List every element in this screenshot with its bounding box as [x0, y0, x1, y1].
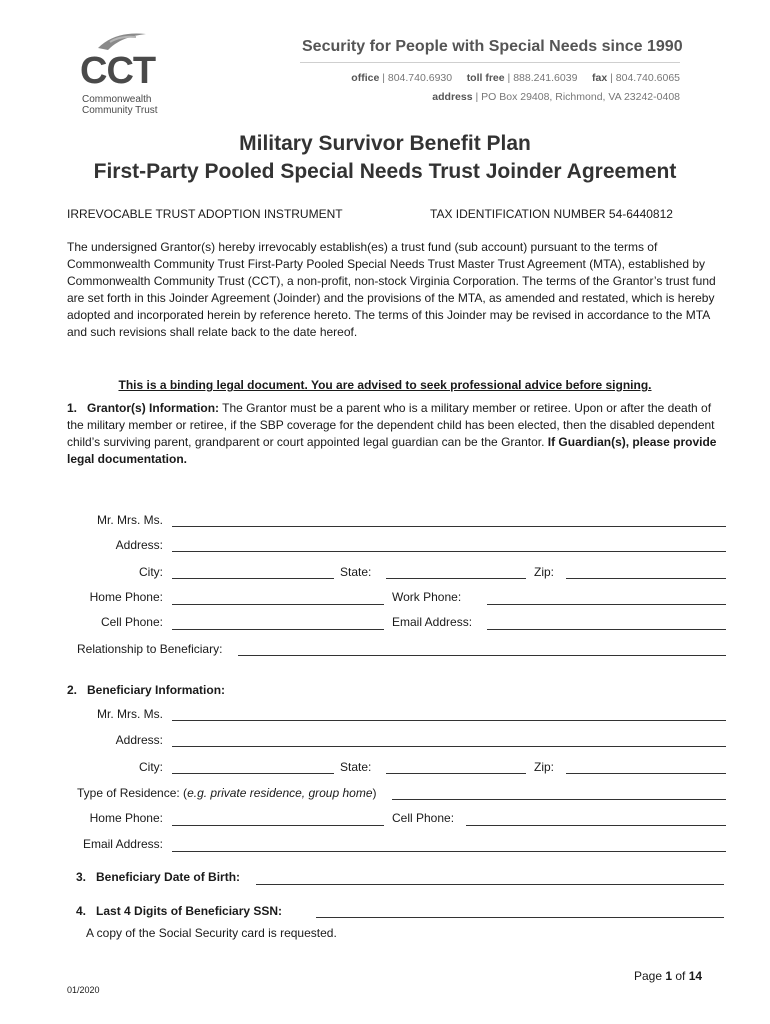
- grantor-state-label: State:: [340, 565, 372, 579]
- relationship-label: Relationship to Beneficiary:: [77, 642, 223, 656]
- beneficiary-home-phone-label: Home Phone:: [89, 811, 163, 825]
- intro-paragraph: The undersigned Grantor(s) hereby irrevocably establish(es) a trust fund (sub account) pursuant to the terms of Commonwealth Community Trust First-Party Pooled Special Needs Trust Master Trust Agreement (MTA), established by Commonwealth Community Trust (CCT), a non-profit, non-stock Virginia Corporation. The terms of the Grantor’s trust fund are set forth in this Joinder Agreement (Joinder) and the provisions of the MTA, as amended and restated, which is hereby adopted and incorporated herein by reference hereto. The terms of this Joinder may be revised in accordance to the MTA and such revisions shall relate back to the date hereof.: [67, 240, 716, 339]
- logo-swoosh-icon: [96, 30, 148, 52]
- grantor-zip-label: Zip:: [534, 565, 555, 579]
- beneficiary-cell-phone-field[interactable]: [466, 825, 726, 826]
- section1-heading: Grantor(s) Information:: [87, 401, 220, 415]
- beneficiary-email-field[interactable]: [172, 851, 726, 852]
- grantor-work-phone-label: Work Phone:: [392, 590, 462, 604]
- residence-label-text: Type of Residence: (: [77, 786, 188, 800]
- residence-hint: e.g. private residence, group home: [187, 786, 373, 800]
- page-total: 14: [688, 969, 703, 983]
- grantor-city-field[interactable]: [172, 578, 334, 579]
- birthdate-field[interactable]: [256, 884, 724, 885]
- contact-line-phones: office | 804.740.6930 toll free | 888.241.6039 fax | 804.740.6065: [351, 72, 680, 84]
- office-label: office: [351, 72, 380, 84]
- ssn-note: A copy of the Social Security card is requested.: [86, 926, 337, 940]
- grantor-cell-phone-label: Cell Phone:: [100, 615, 163, 629]
- section4-label: 4. Last 4 Digits of Beneficiary SSN:: [76, 904, 283, 918]
- residence-label-close: ): [372, 786, 377, 800]
- tollfree-label: toll free: [466, 72, 505, 84]
- grantor-home-phone-field[interactable]: [172, 604, 384, 605]
- beneficiary-name-field[interactable]: [172, 720, 726, 721]
- document-subtitle: First-Party Pooled Special Needs Trust Joinder Agreement: [93, 160, 677, 183]
- grantor-name-label: Mr. Mrs. Ms.: [97, 513, 163, 527]
- address-label: address: [432, 91, 473, 103]
- fax-value: 804.740.6065: [615, 72, 680, 84]
- page-indicator: [634, 969, 702, 983]
- beneficiary-address-label: Address:: [115, 733, 163, 747]
- grantor-city-label: City:: [139, 565, 163, 579]
- tagline: Security for People with Special Needs since 1990: [302, 38, 683, 55]
- office-value: 804.740.6930: [387, 72, 453, 84]
- instrument-label: IRREVOCABLE TRUST ADOPTION INSTRUMENT: [67, 207, 343, 221]
- grantor-address-label: Address:: [115, 538, 163, 552]
- header-divider: [300, 62, 680, 63]
- beneficiary-email-label: Email Address:: [82, 837, 163, 851]
- legal-notice: This is a binding legal document. You are advised to seek professional advice before signing.: [118, 378, 652, 392]
- revision-date: 01/2020: [67, 985, 100, 995]
- beneficiary-city-field[interactable]: [172, 773, 334, 774]
- beneficiary-cell-phone-label: Cell Phone:: [392, 811, 455, 825]
- grantor-cell-phone-field[interactable]: [172, 629, 384, 630]
- grantor-email-label: Email Address:: [392, 615, 473, 629]
- residence-field[interactable]: [392, 799, 726, 800]
- page-of: of: [672, 969, 689, 983]
- beneficiary-city-label: City:: [139, 760, 163, 774]
- grantor-work-phone-field[interactable]: [487, 604, 726, 605]
- grantor-state-field[interactable]: [386, 578, 526, 579]
- ssn-field[interactable]: [316, 917, 724, 918]
- address-value: PO Box 29408, Richmond, VA 23242-0408: [481, 91, 680, 103]
- section2-heading: 2. Beneficiary Information:: [67, 683, 226, 697]
- beneficiary-state-label: State:: [340, 760, 372, 774]
- tollfree-value: 888.241.6039: [513, 72, 578, 84]
- section1-body: The Grantor must be a parent who is a military member or retiree. Upon or after the death of the military member or retiree, if the SBP coverage for the dependent child has been elected, then the disabled dependent child’s surviving parent, grandparent or court appointed legal guardian can be the Grantor.: [67, 401, 715, 449]
- beneficiary-address-field[interactable]: [172, 746, 726, 747]
- page-prefix: Page: [634, 969, 666, 983]
- section1-guardian-note: If Guardian(s), please provide legal documentation.: [67, 435, 717, 466]
- beneficiary-home-phone-field[interactable]: [172, 825, 384, 826]
- document-title: Military Survivor Benefit Plan: [239, 132, 531, 155]
- tax-id: TAX IDENTIFICATION NUMBER 54-6440812: [430, 207, 673, 221]
- section1-number: 1.: [67, 401, 78, 415]
- logo-sub-line-1: Commonwealth: [82, 94, 152, 105]
- residence-label: [77, 786, 377, 800]
- contact-line-address: address | PO Box 29408, Richmond, VA 23242-0408: [432, 91, 680, 103]
- relationship-field[interactable]: [238, 655, 726, 656]
- beneficiary-zip-label: Zip:: [534, 760, 555, 774]
- grantor-address-field[interactable]: [172, 551, 726, 552]
- grantor-email-field[interactable]: [487, 629, 726, 630]
- logo-sub-line-2: Community Trust: [82, 105, 158, 116]
- fax-label: fax: [592, 72, 608, 84]
- logo-text: CCT: [80, 50, 156, 92]
- section3-label: 3. Beneficiary Date of Birth:: [76, 870, 241, 884]
- grantor-home-phone-label: Home Phone:: [89, 590, 163, 604]
- grantor-zip-field[interactable]: [566, 578, 726, 579]
- beneficiary-zip-field[interactable]: [566, 773, 726, 774]
- beneficiary-state-field[interactable]: [386, 773, 526, 774]
- page-number: 1: [665, 969, 673, 983]
- section1-text: [67, 400, 722, 468]
- beneficiary-name-label: Mr. Mrs. Ms.: [97, 707, 163, 721]
- grantor-name-field[interactable]: [172, 526, 726, 527]
